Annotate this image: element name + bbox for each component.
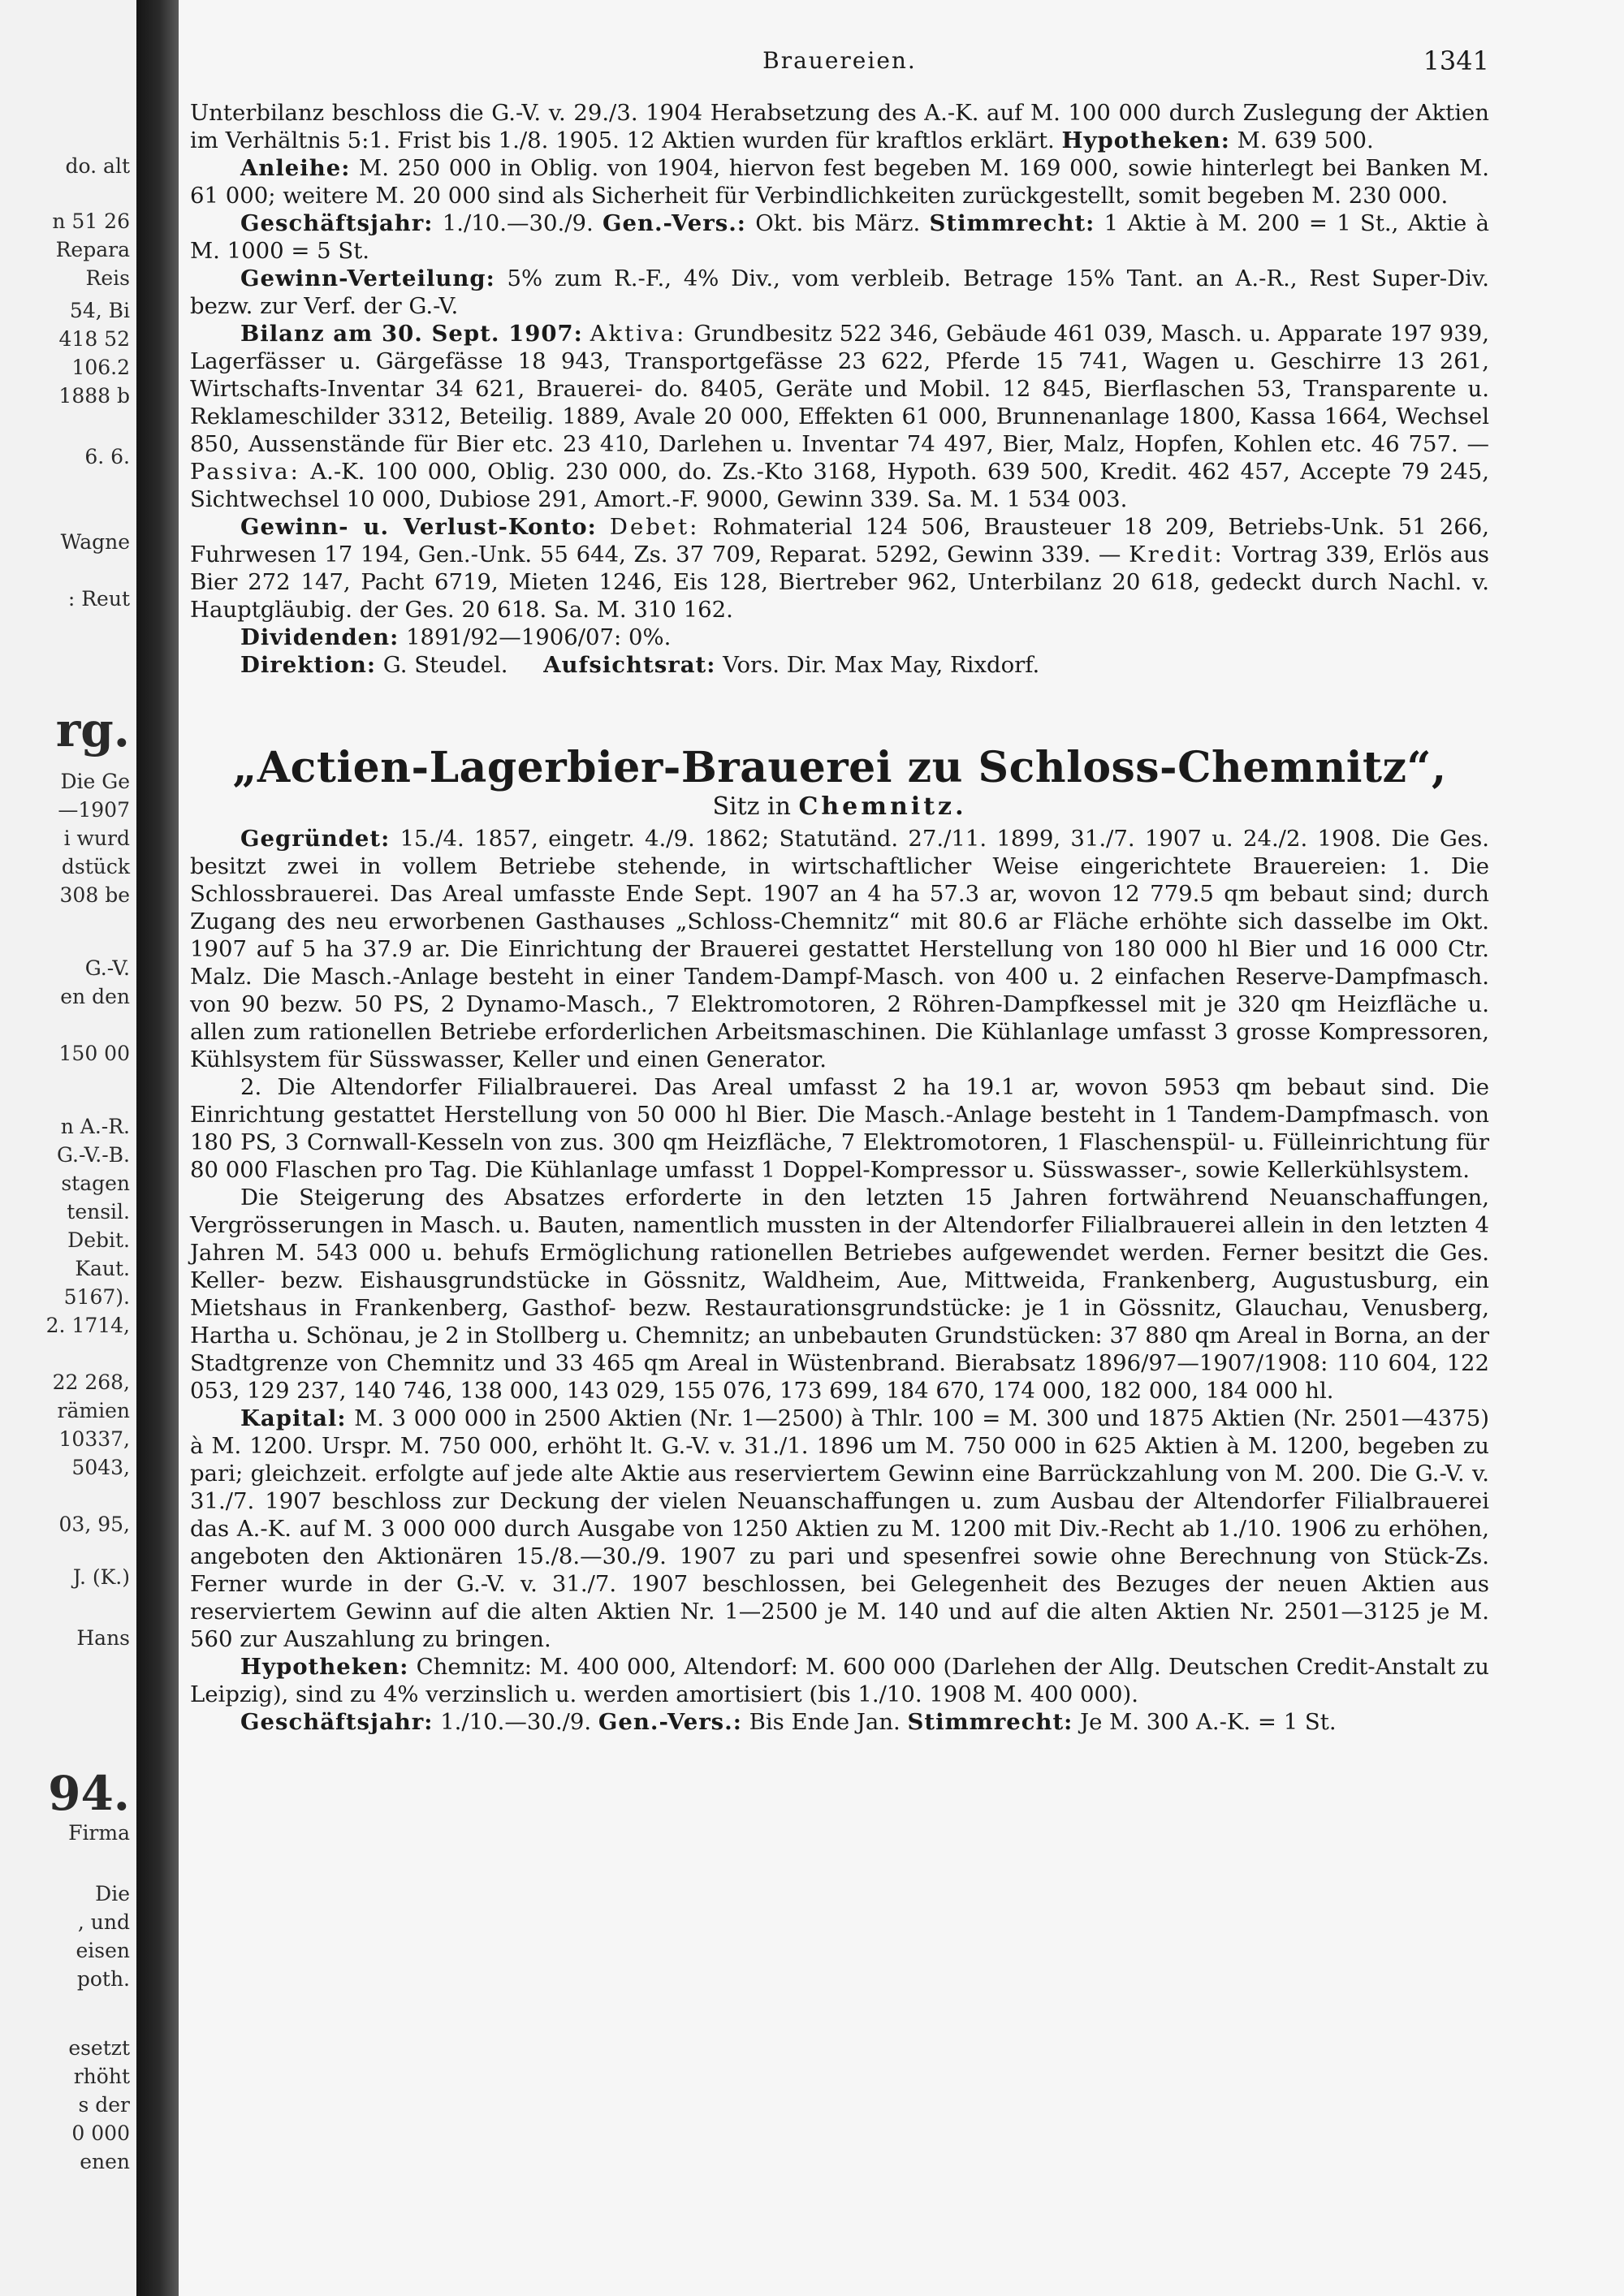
debet-text: Rohmaterial 124 506, Brausteuer 18 209, Betriebs-Unk. 51 266, Fuhrwesen 17 194, Gen.-Unk. 55 644, Zs. 37 709, Reparat. 5292, Gewinn 339. —	[190, 514, 1489, 568]
gewinn-verteilung-text: 5% zum R.-F., 4% Div., vom verbleib. Betrage 15% Tant. an A.-R., Rest Super-Div. bezw. zur Verf. der G.-V.	[190, 265, 1489, 319]
left-page-fragment: 5043,	[71, 1456, 130, 1479]
left-page-fragment: enen	[80, 2150, 130, 2173]
kapital-paragraph	[190, 1405, 1489, 1653]
left-page-fragment: J. (K.)	[72, 1565, 130, 1589]
left-page-fragment: , und	[77, 1910, 130, 1934]
gewinn-verteilung-label: Gewinn-Verteilung:	[240, 265, 495, 291]
anleihe-paragraph	[190, 154, 1489, 209]
gen-vers-text: Okt. bis März.	[755, 210, 921, 236]
left-page-fragment: 03, 95,	[58, 1513, 130, 1536]
geschaeftsjahr-paragraph	[190, 209, 1489, 265]
aufsichtsrat-text: Vors. Dir. Max May, Rixdorf.	[723, 652, 1040, 678]
left-page-fragment: dstück	[61, 855, 130, 878]
geschaeftsjahr-text: 1./10.—30./9.	[442, 210, 594, 236]
left-page-fragment: 0 000	[71, 2121, 130, 2145]
left-page-fragment: eisen	[76, 1939, 130, 1962]
left-page-fragment: 22 268,	[52, 1370, 130, 1394]
anleihe-text: M. 250 000 in Oblig. von 1904, hiervon fest begeben M. 169 000, sowie hinterlegt bei Banken M. 61 000; weitere M. 20 000 sind als Sicherheit für Verbindlichkeiten zurückgestellt, somit begeben M. 230 000.	[190, 155, 1489, 209]
gen-vers2-label: Gen.-Vers.:	[598, 1709, 742, 1735]
anleihe-label: Anleihe:	[240, 155, 351, 181]
dividenden-text: 1891/92—1906/07: 0%.	[406, 624, 672, 650]
gewinn-verlust-paragraph	[190, 513, 1489, 624]
left-page-fragment: en den	[60, 985, 130, 1008]
left-page-fragment: 2. 1714,	[45, 1314, 130, 1337]
left-page-fragment: tensil.	[67, 1200, 130, 1224]
left-page-fragment: esetzt	[68, 2036, 130, 2060]
left-page-fragment: rämien	[57, 1399, 130, 1422]
direktion-paragraph	[190, 651, 1489, 679]
left-page-fragment: Die	[95, 1882, 130, 1905]
unterbilanz-paragraph	[190, 99, 1489, 154]
left-page-fragment: stagen	[61, 1172, 130, 1195]
gen-vers-label: Gen.-Vers.:	[602, 210, 746, 236]
aufsichtsrat-label: Aufsichtsrat:	[543, 652, 716, 678]
aktiva-text: Grundbesitz 522 346, Gebäude 461 039, Masch. u. Apparate 197 939, Lagerfässer u. Gärgefässe 18 943, Transportgefässe 23 622, Pferde 15 741, Wagen u. Geschirre 13 261, Wirtschafts-Inventar 34 621, Brauerei- do. 8405, Geräte und Mobil. 12 845, Bierflaschen 53, Transparente u. Reklameschilder 3312, Beteilig. 1889, Avale 20 000, Effekten 61 000, Brunnenanlage 1800, Kassa 1664, Wechsel 850, Aussenstände für Bier etc. 23 410, Darlehen u. Inventar 74 497, Bier, Malz, Hopfen, Kohlen etc. 46 757. —	[190, 321, 1490, 457]
left-page-fragment: Debit.	[67, 1228, 130, 1252]
left-page-fragment: 5167).	[63, 1285, 130, 1309]
left-page-fragment: i wurd	[63, 826, 130, 850]
altendorf-paragraph: 2. Die Altendorfer Filialbrauerei. Das Areal umfasst 2 ha 19.1 ar, wovon 5953 qm bebaut sind. Die Einrichtung gestattet Herstellung von 50 000 hl Bier. Die Masch.-Anlage besteht in 1 Tandem-Dampfmasch. von 180 PS, 3 Cornwall-Kesseln von zus. 300 qm Heizfläche, 7 Elektromotoren, 1 Flaschenspül- u. Fülleinrichtung für 80 000 Flaschen pro Tag. Die Kühlanlage umfasst 1 Doppel-Kompressor u. Süsswasser-, sowie Kellerkühlsystem.	[190, 1074, 1489, 1183]
left-page-fragment: rg.	[55, 702, 130, 757]
geschaeftsjahr2-paragraph	[190, 1708, 1489, 1736]
left-page-fragment: rhöht	[73, 2065, 130, 2088]
left-page-fragment: Repara	[55, 238, 130, 261]
sitz-city: Chemnitz.	[798, 792, 967, 821]
gegruendet-paragraph	[190, 825, 1489, 1073]
bilanz-label: Bilanz am 30. Sept. 1907:	[240, 321, 583, 347]
debet-label: Debet:	[609, 514, 700, 540]
left-page-fragment: Die Ge	[60, 770, 130, 793]
running-head	[190, 47, 1489, 81]
gewinn-verteilung-paragraph	[190, 265, 1489, 320]
bilanz-paragraph	[190, 320, 1489, 513]
left-page-fragment: : Reut	[67, 587, 130, 611]
left-page-fragment: 10337,	[58, 1427, 130, 1451]
stimmrecht-text: 1 Aktie à M. 200 = 1 St., Aktie à M. 1000 = 5 St.	[190, 210, 1489, 264]
stimmrecht2-text: Je M. 300 A.-K. = 1 St.	[1080, 1709, 1337, 1735]
geschaeftsjahr-label: Geschäftsjahr:	[240, 210, 434, 236]
left-page-fragment: 54, Bi	[69, 299, 130, 322]
sitz-prefix: Sitz in	[712, 792, 791, 821]
left-page-fragment: G.-V.-B.	[56, 1143, 130, 1167]
kredit-text: Vortrag 339, Erlös aus Bier 272 147, Pacht 6719, Mieten 1246, Eis 128, Biertreber 962, Unterbilanz 20 618, gedeckt durch Nachl. v. Hauptgläubig. der Ges. 20 618. Sa. M. 310 162.	[190, 542, 1490, 623]
left-page-fragment: do. alt	[65, 154, 130, 178]
left-page-fragment: 1888 b	[58, 384, 130, 408]
dividenden-label: Dividenden:	[240, 624, 400, 650]
hypotheken-text: M. 639 500.	[1237, 127, 1374, 153]
unterbilanz-text: Unterbilanz beschloss die G.-V. v. 29./3. 1904 Herabsetzung des A.-K. auf M. 100 000 durch Zuslegung der Aktien im Verhältnis 5:1. Frist bis 1./8. 1905. 12 Aktien wurden für kraftlos erklärt.	[190, 100, 1489, 153]
page-number: 1341	[1423, 45, 1489, 76]
gewinn-verlust-label: Gewinn- u. Verlust-Konto:	[240, 514, 597, 540]
page	[179, 0, 1624, 2296]
left-page-fragment: 418 52	[58, 327, 130, 351]
left-page-fragment: Hans	[76, 1626, 130, 1650]
left-page-fragment: Kaut.	[75, 1257, 130, 1280]
kapital-text: M. 3 000 000 in 2500 Aktien (Nr. 1—2500) à Thlr. 100 = M. 300 und 1875 Aktien (Nr. 2501—4375) à M. 1200. Urspr. M. 750 000, erhöht lt. G.-V. v. 31./1. 1896 um M. 750 000 in 625 Aktien à M. 1200, begeben zu pari; gleichzeit. erfolgte auf jede alte Aktie aus reserviertem Gewinn eine Barrückzahlung von M. 200. Die G.-V. v. 31./7. 1907 beschloss zur Deckung der vielen Neuanschaffungen u. zum Ausbau der Altendorfer Filialbrauerei das A.-K. auf M. 3 000 000 durch Ausgabe von 1250 Aktien zu M. 1200 mit Div.-Recht ab 1./10. 1906 zu erhöhen, angeboten den Aktionären 15./8.—30./9. 1907 zu pari und spesenfrei sowie ohne Berechnung von Stück-Zs. Ferner wurde in der G.-V. v. 31./7. 1907 beschlossen, bei Gelegenheit des Bezuges der neuen Aktien aus reserviertem Gewinn auf die alten Aktien Nr. 1—2500 je M. 140 und auf die alten Aktien Nr. 2501—3125 je M. 560 zur Auszahlung zu bringen.	[190, 1405, 1489, 1652]
left-page-fragment: n A.-R.	[60, 1115, 130, 1138]
facing-page-fragment	[0, 0, 136, 2296]
aktiva-label: Aktiva:	[590, 321, 687, 347]
sitz-line	[190, 792, 1489, 822]
geschaeftsjahr2-label: Geschäftsjahr:	[240, 1709, 434, 1735]
book-gutter	[136, 0, 179, 2296]
page-content	[190, 47, 1489, 1736]
left-page-fragment: —1907	[58, 798, 130, 822]
running-head-title: Brauereien.	[762, 47, 917, 74]
hypotheken-label: Hypotheken:	[1061, 127, 1230, 153]
dividenden-paragraph	[190, 624, 1489, 651]
kapital-label: Kapital:	[240, 1405, 347, 1431]
left-page-fragment: s der	[78, 2093, 130, 2117]
kredit-label: Kredit:	[1129, 542, 1224, 568]
left-page-fragment: 6. 6.	[84, 445, 130, 468]
hypotheken2-text: Chemnitz: M. 400 000, Altendorf: M. 600 000 (Darlehen der Allg. Deutschen Credit-Anstalt zu Leipzig), sind zu 4% verzinslich u. werden amortisiert (bis 1./10. 1908 M. 400 000).	[190, 1654, 1489, 1707]
left-page-fragment: 106.2	[71, 356, 130, 379]
hypotheken2-paragraph	[190, 1653, 1489, 1708]
passiva-text: A.-K. 100 000, Oblig. 230 000, do. Zs.-Kto 3168, Hypoth. 639 500, Kredit. 462 457, Accepte 79 245, Sichtwechsel 10 000, Dubiose 291, Amort.-F. 9000, Gewinn 339. Sa. M. 1 534 003.	[190, 459, 1489, 512]
gegruendet-text: 15./4. 1857, eingetr. 4./9. 1862; Statutänd. 27./11. 1899, 31./7. 1907 u. 24./2. 1908. Die Ges. besitzt zwei in vollem Betriebe stehende, in wirtschaftlicher Weise eingerichtete Brauereien: 1. Die Schlossbrauerei. Das Areal umfasste Ende Sept. 1907 an 4 ha 57.3 ar, wovon 12 779.5 qm bebaut sind; durch Zugang des neu erworbenen Gasthauses „Schloss-Chemnitz“ mit 80.6 ar Fläche erhöhte sich dasselbe im Okt. 1907 auf 5 ha 37.9 ar. Die Einrichtung der Brauerei gestattet Herstellung von 180 000 hl Bier und 16 000 Ctr. Malz. Die Masch.-Anlage besteht in einer Tandem-Dampf-Masch. von 400 u. 2 einfachen Reserve-Dampfmasch. von 90 bezw. 50 PS, 2 Dynamo-Masch., 7 Elektromotoren, 2 Röhren-Dampfkessel mit je 320 qm Heizfläche u. allen zum rationellen Betriebe erforderlichen Arbeitsmaschinen. Die Kühlanlage umfasst 3 grosse Kompressoren, Kühlsystem für Süsswasser, Keller und einen Generator.	[190, 826, 1489, 1072]
left-page-fragment: G.-V.	[84, 956, 130, 980]
left-page-fragment: Firma	[68, 1821, 130, 1845]
stimmrecht-label: Stimmrecht:	[929, 210, 1095, 236]
left-page-fragment: 94.	[48, 1766, 130, 1821]
direktion-label: Direktion:	[240, 652, 376, 678]
left-page-fragment: n 51 26	[52, 209, 130, 233]
steigerung-paragraph: Die Steigerung des Absatzes erforderte in den letzten 15 Jahren fortwährend Neuanschaffungen, Vergrösserungen in Masch. u. Bauten, namentlich mussten in der Altendorfer Filialbrauerei allein in den letzten 4 Jahren M. 543 000 u. behufs Ermöglichung rationellen Betriebes aufgewendet werden. Ferner besitzt die Ges. Keller- bezw. Eishausgrundstücke in Gössnitz, Waldheim, Aue, Mittweida, Frankenberg, Augustusburg, ein Mietshaus in Frankenberg, Gasthof- bezw. Restaurationsgrundstücke: je 1 in Gössnitz, Glauchau, Venusberg, Hartha u. Schönau, je 2 in Stollberg u. Chemnitz; an unbebauten Grundstücken: 37 880 qm Areal in Borna, an der Stadtgrenze von Chemnitz und 33 465 qm Areal in Wüstenbrand. Bierabsatz 1896/97—1907/1908: 110 604, 122 053, 129 237, 140 746, 138 000, 143 029, 155 076, 173 699, 184 670, 174 000, 182 000, 184 000 hl.	[190, 1185, 1489, 1404]
left-page-fragment: 308 be	[59, 883, 130, 907]
geschaeftsjahr2-text: 1./10.—30./9.	[440, 1709, 592, 1735]
gegruendet-label: Gegründet:	[240, 826, 391, 852]
hypotheken2-label: Hypotheken:	[240, 1654, 409, 1680]
direktion-text: G. Steudel.	[382, 652, 508, 678]
left-page-fragment: Wagne	[60, 530, 130, 554]
gen-vers2-text: Bis Ende Jan.	[749, 1709, 901, 1735]
company-heading: „Actien-Lagerbier-Brauerei zu Schloss-Chemnitz“,	[232, 743, 1447, 792]
passiva-label: Passiva:	[190, 459, 300, 485]
stimmrecht2-label: Stimmrecht:	[907, 1709, 1073, 1735]
left-page-fragment: Reis	[85, 266, 130, 290]
left-page-fragment: 150 00	[58, 1042, 130, 1065]
left-page-fragment: poth.	[76, 1967, 130, 1991]
